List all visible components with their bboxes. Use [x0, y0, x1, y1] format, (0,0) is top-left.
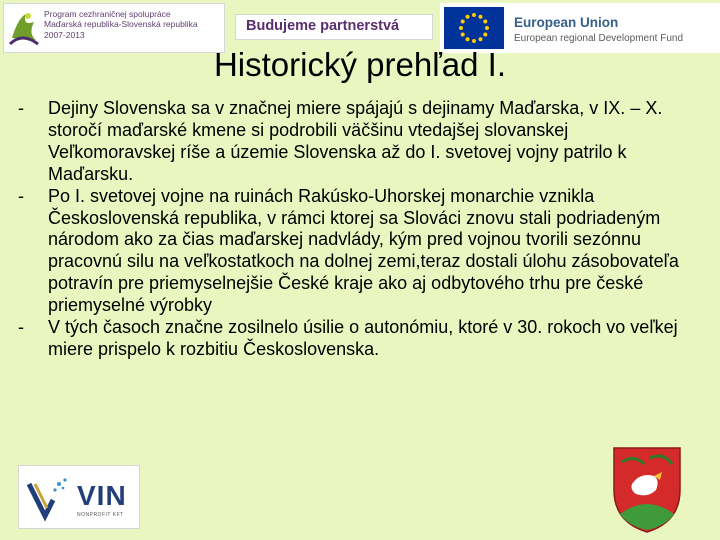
bullet-text: V tých časoch značne zosilnelo úsilie o autonómiu, ktoré v 30. rokoch vo veľkej miere prispelo k rozbitiu Československa.: [48, 317, 678, 359]
vin-text: VIN: [77, 480, 127, 511]
program-text: [44, 9, 224, 40]
vin-emblem-icon: [25, 474, 73, 522]
program-line: 2007-2013: [44, 29, 85, 40]
coat-of-arms-icon: [610, 444, 684, 534]
bullet-text: Dejiny Slovenska sa v značnej miere spájajú s dejinamy Maďarska, v IX. – X. storočí maďarské kmene si podrobili väčšinu vtedajšej slovanskej Veľkomoravskej ríše a územie Slovenska až do I. svetovej vojny patrilo k Maďarsku.: [48, 98, 663, 184]
eu-flag-icon: [444, 7, 504, 49]
bullet-item: [18, 98, 698, 186]
bullet-marker: -: [18, 185, 24, 206]
eu-subtitle: European regional Development Fund: [514, 33, 683, 44]
bullet-item: [18, 186, 698, 317]
program-line: Maďarská republika-Slovenská republika: [44, 19, 198, 30]
program-line: Program cezhraničnej spolupráce: [44, 9, 171, 19]
bullet-item: [18, 317, 698, 361]
vin-subtitle: NONPROFIT KFT: [77, 512, 124, 518]
bullet-marker: -: [18, 98, 24, 118]
bullet-list: [18, 98, 698, 361]
eu-title: European Union: [514, 15, 619, 30]
slide-title: Historický prehľad I.: [213, 46, 507, 83]
bullet-marker: -: [18, 317, 24, 338]
program-emblem-icon: [8, 8, 40, 48]
partnership-text: Budujeme partnerstvá: [246, 18, 400, 34]
vin-logo: [18, 465, 140, 529]
partnership-logo: [235, 14, 433, 40]
bullet-text: Po I. svetovej vojne na ruinách Rakúsko-Uhorskej monarchie vznikla Československá republika, v rámci ktorej sa Slováci znovu stali podriadeným národom ako za čias maďarskej nadvlády, kým pred vojnou tvorili sezónnu pracovnú silu na veľkostatkoch na dolnej zemi,teraz dostali úlohu zásobovateľa potravín pre priemyselnejšie České kraje ako aj odbytového trhu pre české priemyselné výrobky: [48, 185, 679, 316]
